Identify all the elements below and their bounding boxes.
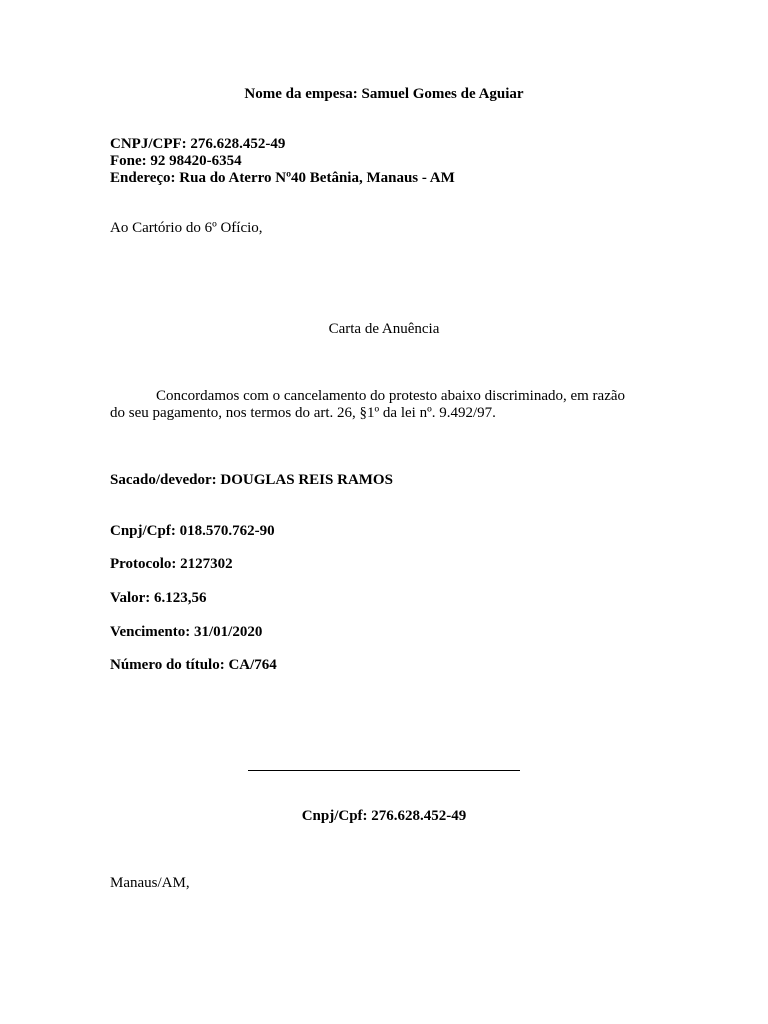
debtor-cnpj: Cnpj/Cpf: 018.570.762-90: [110, 523, 275, 539]
body-line-1: [110, 388, 625, 405]
recipient-line: Ao Cartório do 6º Ofício,: [110, 220, 263, 236]
protocol-line: Protocolo: 2127302: [110, 556, 233, 572]
letter-title: Carta de Anuência: [328, 321, 440, 337]
title-number-line: Número do título: CA/764: [110, 657, 277, 673]
company-phone: Fone: 92 98420-6354: [110, 153, 242, 169]
body-text-1: Concordamos com o cancelamento do protesto abaixo discriminado, em razão: [156, 388, 626, 404]
company-address: Endereço: Rua do Aterro Nº40 Betânia, Manaus - AM: [110, 170, 455, 186]
company-cnpj: CNPJ/CPF: 276.628.452-49: [110, 136, 286, 152]
due-date-line: Vencimento: 31/01/2020: [110, 624, 263, 640]
debtor-line: Sacado/devedor: DOUGLAS REIS RAMOS: [110, 472, 393, 488]
signature-cnpj: Cnpj/Cpf: 276.628.452-49: [301, 808, 467, 824]
company-name: Nome da empesa: Samuel Gomes de Aguiar: [244, 86, 524, 102]
value-line: Valor: 6.123,56: [110, 590, 207, 606]
place-line: Manaus/AM,: [110, 875, 190, 891]
signature-line: [248, 770, 520, 771]
body-line-2: do seu pagamento, nos termos do art. 26, §1º da lei nº. 9.492/97.: [110, 405, 496, 421]
